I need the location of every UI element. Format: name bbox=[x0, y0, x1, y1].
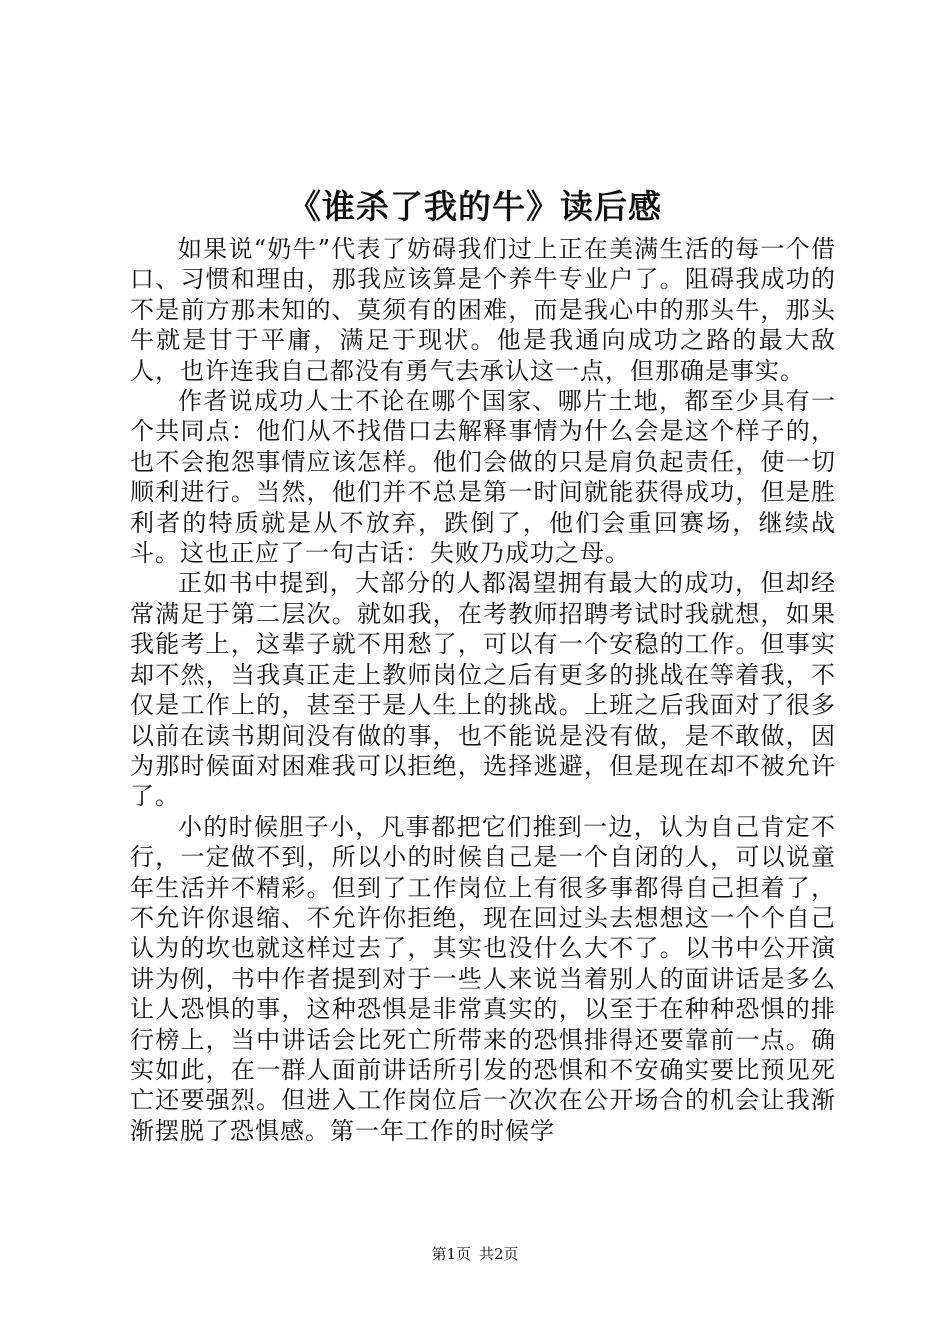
paragraph: 正如书中提到，大部分的人都渴望拥有最大的成功，但却经常满足于第二层次。就如我，在考教师招聘考试时我就想，如果我能考上，这辈子就不用愁了，可以有一个安稳的工作。但事实却不然，当我真正走上教师岗位之后有更多的挑战在等着我，不仅是工作上的，甚至于是人生上的挑战。上班之后我面对了很多以前在读书期间没有做的事，也不能说是没有做，是不敢做，因为那时候面对困难我可以拒绝，选择逃避，但是现在却不被允许了。 bbox=[130, 569, 836, 811]
paragraph: 作者说成功人士不论在哪个国家、哪片土地，都至少具有一个共同点：他们从不找借口去解释事情为什么会是这个样子的，也不会抱怨事情应该怎样。他们会做的只是肩负起责任，使一切顺利进行。当然，他们并不总是第一时间就能获得成功，但是胜利者的特质就是从不放弃，跌倒了，他们会重回赛场，继续战斗。这也正应了一句古话：失败乃成功之母。 bbox=[130, 387, 836, 568]
paragraph: 如果说“奶牛”代表了妨碍我们过上正在美满生活的每一个借口、习惯和理由，那我应该算是个养牛专业户了。阻碍我成功的不是前方那未知的、莫须有的困难，而是我心中的那头牛，那头牛就是甘于平庸，满足于现状。他是我通向成功之路的最大敌人，也许连我自己都没有勇气去承认这一点，但那确是事实。 bbox=[130, 235, 836, 385]
page-footer bbox=[0, 1244, 950, 1264]
document-body bbox=[130, 234, 836, 1146]
page-number: 第1页 bbox=[431, 1245, 471, 1263]
paragraph: 小的时候胆子小，凡事都把它们推到一边，认为自己肯定不行，一定做不到，所以小的时候自己是一个自闭的人，可以说童年生活并不精彩。但到了工作岗位上有很多事都得自己担着了，不允许你退缩、不允许你拒绝，现在回过头去想想这一个个自己认为的坎也就这样过去了，其实也没什么大不了。以书中公开演讲为例，书中作者提到对于一些人来说当着别人的面讲话是多么让人恐惧的事，这种恐惧是非常真实的，以至于在种种恐惧的排行榜上，当中讲话会比死亡所带来的恐惧排得还要靠前一点。确实如此，在一群人面前讲话所引发的恐惧和不安确实要比预见死亡还要强烈。但进入工作岗位后一次次在公开场合的机会让我渐渐摆脱了恐惧感。第一年工作的时候学 bbox=[130, 812, 836, 1145]
document-title: 《谁杀了我的牛》读后感 bbox=[288, 187, 662, 226]
page-total: 共2页 bbox=[479, 1245, 519, 1263]
